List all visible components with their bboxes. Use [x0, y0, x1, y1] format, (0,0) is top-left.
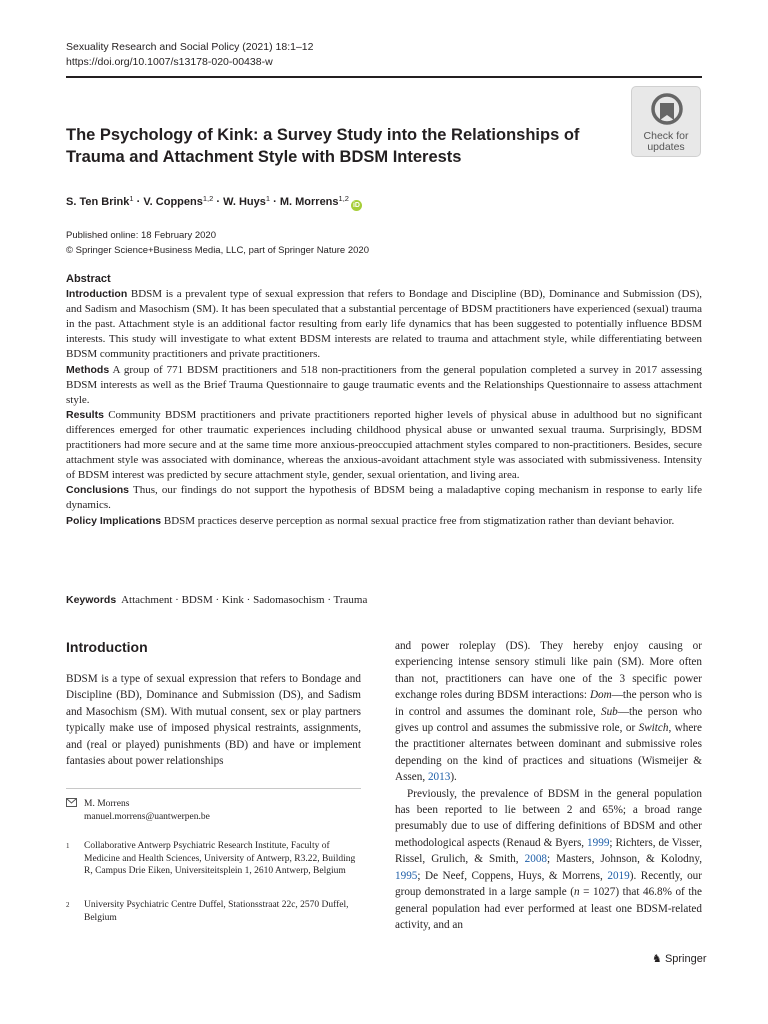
author-separator: · [136, 196, 141, 208]
role-term: Sub [600, 705, 618, 718]
citation-link[interactable]: 2008 [524, 853, 547, 866]
badge-line2: updates [647, 141, 685, 153]
affiliation-mark: 2 [66, 901, 70, 909]
abstract-section-text: BDSM is a prevalent type of sexual expression that refers to Bondage and Discipline (BD), Dominance and Submission (DS), and Sadism and Masochism (SM). It has been speculated that a substantial percentage of BDSM practitioners have experienced (sexual) trauma in the past. Attachment style is an additional factor resulting from early life dynamics that has been suggested to potentially influence BDSM interests. This study will investigate to what extent BDSM interests are related to trauma and attachment style, while differentiating between BDSM community practitioners and private practitioners. [66, 288, 702, 361]
author-name[interactable]: V. Coppens [143, 196, 203, 208]
abstract-section [66, 514, 702, 529]
author-separator: · [216, 196, 221, 208]
keywords [66, 593, 367, 608]
journal-header [66, 40, 313, 70]
abstract [66, 272, 702, 529]
affiliation-text: University Psychiatric Centre Duffel, Stationsstraat 22c, 2570 Duffel, Belgium [84, 900, 349, 923]
right-column [395, 638, 702, 933]
introduction-heading: Introduction [66, 639, 148, 655]
author-affiliation-ref: 1 [129, 194, 134, 203]
abstract-section-text: A group of 771 BDSM practitioners and 518 non-practitioners from the general population completed a survey in 2017 assessing BDSM interests as well as the Brief Trauma Questionnaire to gauge traumatic events and the Relationships Questionnaire to assess attachment style. [66, 363, 702, 406]
abstract-section-label: Results [66, 408, 104, 421]
intro-paragraph: Previously, the prevalence of BDSM in the general population has been reported to lie between 2 and 65%; a broad range presumably due to use of differing definitions of BDSM and other methodological aspects (Renaud & Byers, 1999; Richters, de Visser, Rissel, Grulich, & Smith, 2008; Masters, Johnson, & Kolodny, 1995; De Neef, Coppens, Huys, & Morrens, 2019). Recently, our group demonstrated in a large sample (n = 1027) that 46.8% of the general population had ever performed at least one BDSM-related activity, and an [395, 787, 702, 931]
affiliation-text: Collaborative Antwerp Psychiatric Research Institute, Faculty of Medicine and Health Sciences, University of Antwerp, R3.22, Building R, Campus Drie Eiken, Universiteitsplein 1, 2610 Antwerp, Belgium [84, 841, 356, 876]
keywords-list: Attachment · BDSM · Kink · Sadomasochism · Trauma [121, 594, 368, 606]
role-term: Switch [638, 722, 669, 735]
doi-link[interactable]: https://doi.org/10.1007/s13178-020-00438-w [66, 56, 273, 68]
abstract-section-label: Methods [66, 363, 110, 376]
intro-paragraph: BDSM is a type of sexual expression that refers to Bondage and Discipline (BD), Dominance and Submission (DS), and Sadism and Masochism (SM). With mutual consent, sex or play partners typically make use of imposed physical restraints, assignments, and (real or played) punishments (BD) and have or implement fantasies about power relationships [66, 673, 361, 768]
header-rule [66, 76, 702, 78]
check-for-updates-icon [651, 93, 683, 129]
springer-horse-icon: ♞ [652, 953, 662, 965]
abstract-section [66, 363, 702, 408]
publisher-name: Springer [664, 953, 707, 965]
journal-citation: Sexuality Research and Social Policy (2021) 18:1–12 [66, 41, 314, 53]
abstract-section-label: Conclusions [66, 484, 130, 497]
article-title: The Psychology of Kink: a Survey Study into the Relationships of Trauma and Attachment Style with BDSM Interests [66, 126, 580, 166]
footnote-rule [66, 788, 361, 789]
intro-paragraph: and power roleplay (DS). They hereby enjoy causing or experiencing intense sensory stimuli like pain (SM). More often than not, practitioners can have one of the 3 specific power exchange roles during BDSM interactions: Dom—the person who is in control and assumes the dominant role, Sub—the person who gives up control and assumes the submissive role, or Switch, where the practitioner alternates between dominant and submissive roles depending on the kind of practices and situations (Wismeijer & Assen, 2013). [395, 640, 703, 784]
author-affiliation-ref: 1,2 [202, 194, 214, 203]
abstract-section-text: BDSM practices deserve perception as normal sexual practice free from stigmatization rather than deviant behavior. [163, 514, 675, 527]
badge-line1: Check for [643, 130, 689, 142]
affiliation-1 [66, 840, 361, 878]
author-name[interactable]: W. Huys [223, 196, 266, 208]
role-term: Dom [589, 689, 612, 702]
author-affiliation-ref: 1 [265, 194, 271, 203]
publisher-logo [652, 952, 707, 966]
abstract-section [66, 287, 702, 362]
corresponding-author [66, 798, 361, 823]
orcid-icon[interactable]: iD [352, 202, 360, 209]
left-column [66, 638, 361, 769]
abstract-section-text: Community BDSM practitioners and private practitioners reported higher levels of physical abuse in adulthood but no significant differences emerged for other traumatic experiences including childhood physical abuse or unwanted sexual trauma. Surprisingly, BDSM practitioners had more secure and at the same time more anxious-preoccupied attachment styles compared to non-practitioners. Besides, secure attachment style was associated with dominance, whereas the anxious-avoidant attachment style was associated with submissiveness. Intensity of BDSM interest was predicted by secure attachment style, gender, sexual orientation, and living area. [66, 408, 703, 482]
citation-link[interactable]: 2013 [427, 771, 451, 784]
author-name[interactable]: M. Morrens [279, 196, 339, 208]
affiliation-2 [66, 899, 361, 924]
author-name[interactable]: S. Ten Brink [66, 196, 130, 208]
keywords-label: Keywords [66, 594, 117, 606]
abstract-section-text: Thus, our findings do not support the hypothesis of BDSM being a maladaptive coping mechanism in response to early life dynamics. [66, 484, 702, 512]
abstract-section [66, 408, 702, 483]
citation-link[interactable]: 2019 [607, 869, 630, 882]
envelope-icon [66, 798, 77, 812]
copyright-line: © Springer Science+Business Media, LLC, part of Springer Nature 2020 [66, 245, 369, 256]
author-separator: · [273, 196, 277, 208]
author-affiliation-ref: 1,2 [338, 194, 349, 203]
citation-link[interactable]: 1999 [587, 836, 610, 849]
contact-name: M. Morrens [84, 799, 130, 809]
published-date: Published online: 18 February 2020 [66, 230, 216, 241]
citation-link[interactable]: 1995 [395, 869, 418, 882]
abstract-section [66, 483, 702, 513]
check-for-updates-badge[interactable] [631, 86, 701, 157]
author-list [66, 191, 362, 211]
abstract-section-label: Policy Implications [66, 514, 162, 527]
abstract-heading: Abstract [66, 273, 111, 285]
publication-info [66, 228, 369, 258]
affiliation-mark: 1 [66, 842, 70, 850]
abstract-section-label: Introduction [66, 288, 128, 301]
contact-email[interactable]: manuel.morrens@uantwerpen.be [84, 811, 210, 822]
